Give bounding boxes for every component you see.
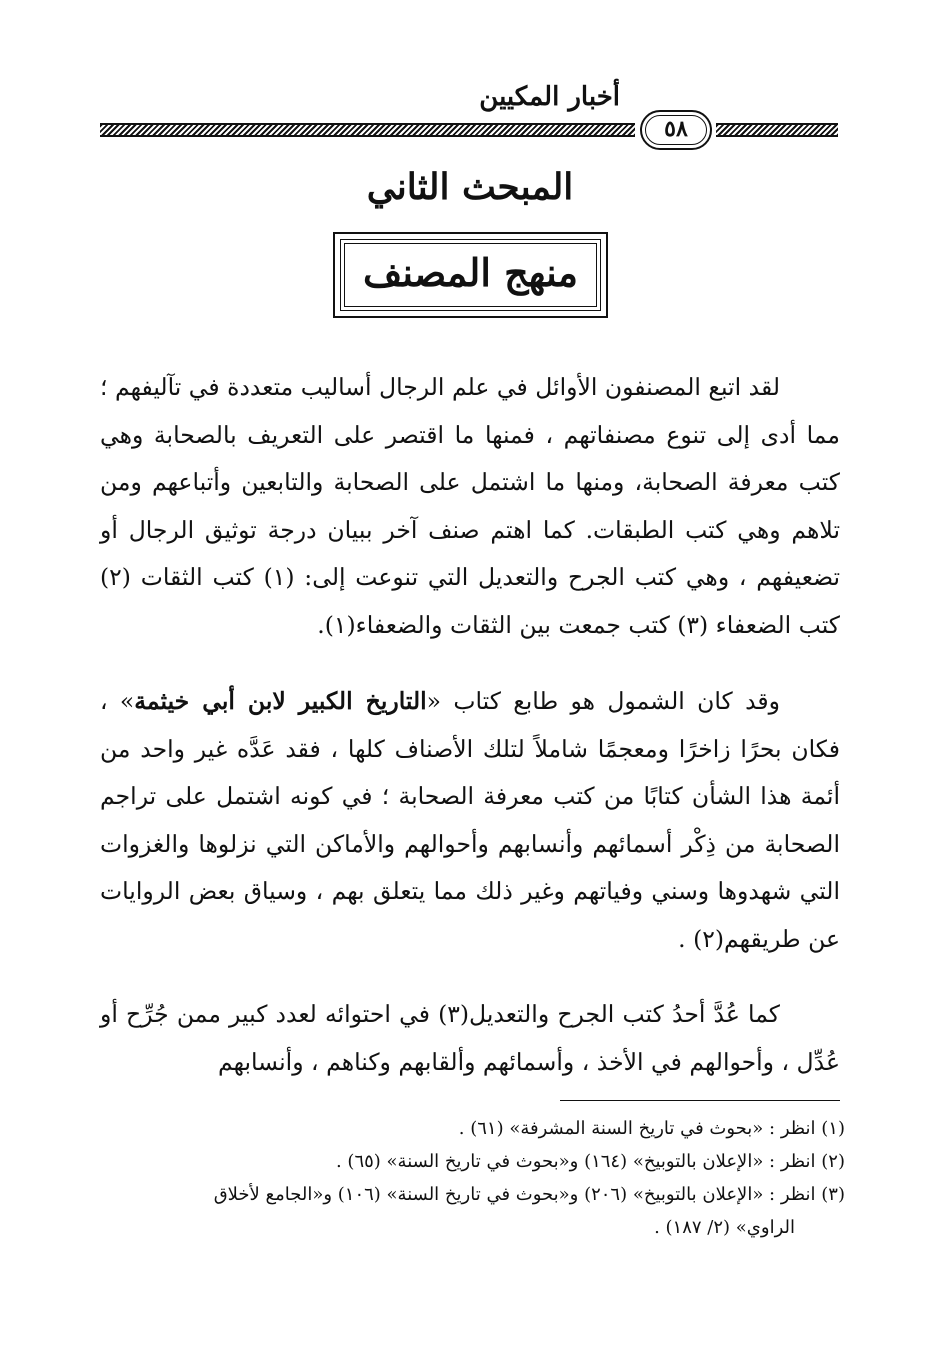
footnote-3-continued: الراوي» (٢/ ١٨٧) .	[654, 1217, 795, 1238]
page-number: ٥٨	[640, 110, 712, 150]
paragraph-2-text-start: وقد كان الشمول هو طابع كتاب «	[426, 687, 780, 715]
paragraph-2-text-rest: » ، فكان بحرًا زاخرًا ومعجمًا شاملاً لتلك الأصناف كلها ، فقد عَدَّه غير واحد من أئمة هذا الشأن كتابًا من كتب معرفة الصحابة ؛ في كونه اشتمل على تراجم الصحابة من ذِكْر أسمائهم وأنسابهم وأحوالهم والأماكن التي نزلوها والغزوات التي شهدوها وسني وفياتهم وغير ذلك مما يتعلق بهم ، وسياق بعض الروايات عن طريقهم(٢) .	[100, 687, 840, 953]
footnotes	[100, 1112, 845, 1244]
footnote-separator	[560, 1100, 840, 1101]
title-frame	[333, 232, 608, 318]
header-rule-left	[100, 123, 635, 137]
subsection-label: المبحث الثاني	[366, 166, 574, 208]
paragraph-2	[100, 678, 840, 963]
paragraph-3-text: كما عُدَّ أحدُ كتب الجرح والتعديل(٣) في احتوائه لعدد كبير ممن جُرِّح أو عُدِّل ، وأحوالهم في الأخذ ، وأسمائهم وألقابهم وكناهم ، وأنسابهم	[100, 1000, 840, 1076]
footnote-3: (٣) انظر : «الإعلان بالتوبيخ» (٢٠٦) و«بحوث في تاريخ السنة» (١٠٦) و«الجامع لأخلاق	[213, 1184, 845, 1205]
running-title: أخبار المكيين	[479, 82, 620, 112]
paragraph-1	[100, 364, 840, 649]
header-rule-right	[716, 123, 838, 137]
footnote-2: (٢) انظر : «الإعلان بالتوبيخ» (١٦٤) و«بحوث في تاريخ السنة» (٦٥) .	[335, 1151, 845, 1172]
footnote-1: (١) انظر : «بحوث في تاريخ السنة المشرفة» (٦١) .	[458, 1118, 845, 1139]
book-title-bold: التاريخ الكبير لابن أبي خيثمة	[134, 687, 427, 715]
paragraph-1-text: لقد اتبع المصنفون الأوائل في علم الرجال أساليب متعددة في تآليفهم ؛ مما أدى إلى تنوع مصنفاتهم ، فمنها ما اقتصر على التعريف بالصحابة وهي كتب معرفة الصحابة، ومنها ما اشتمل على الصحابة والتابعين وأتباعهم ومن تلاهم وهي كتب الطبقات. كما اهتم صنف آخر ببيان درجة توثيق الرجال أو تضعيفهم ، وهي كتب الجرح والتعديل التي تنوعت إلى: (١) كتب الثقات (٢) كتب الضعفاء (٣) كتب جمعت بين الثقات والضعفاء(١).	[100, 373, 840, 639]
section-title: منهج المصنف	[363, 250, 578, 295]
paragraph-3	[100, 991, 840, 1086]
